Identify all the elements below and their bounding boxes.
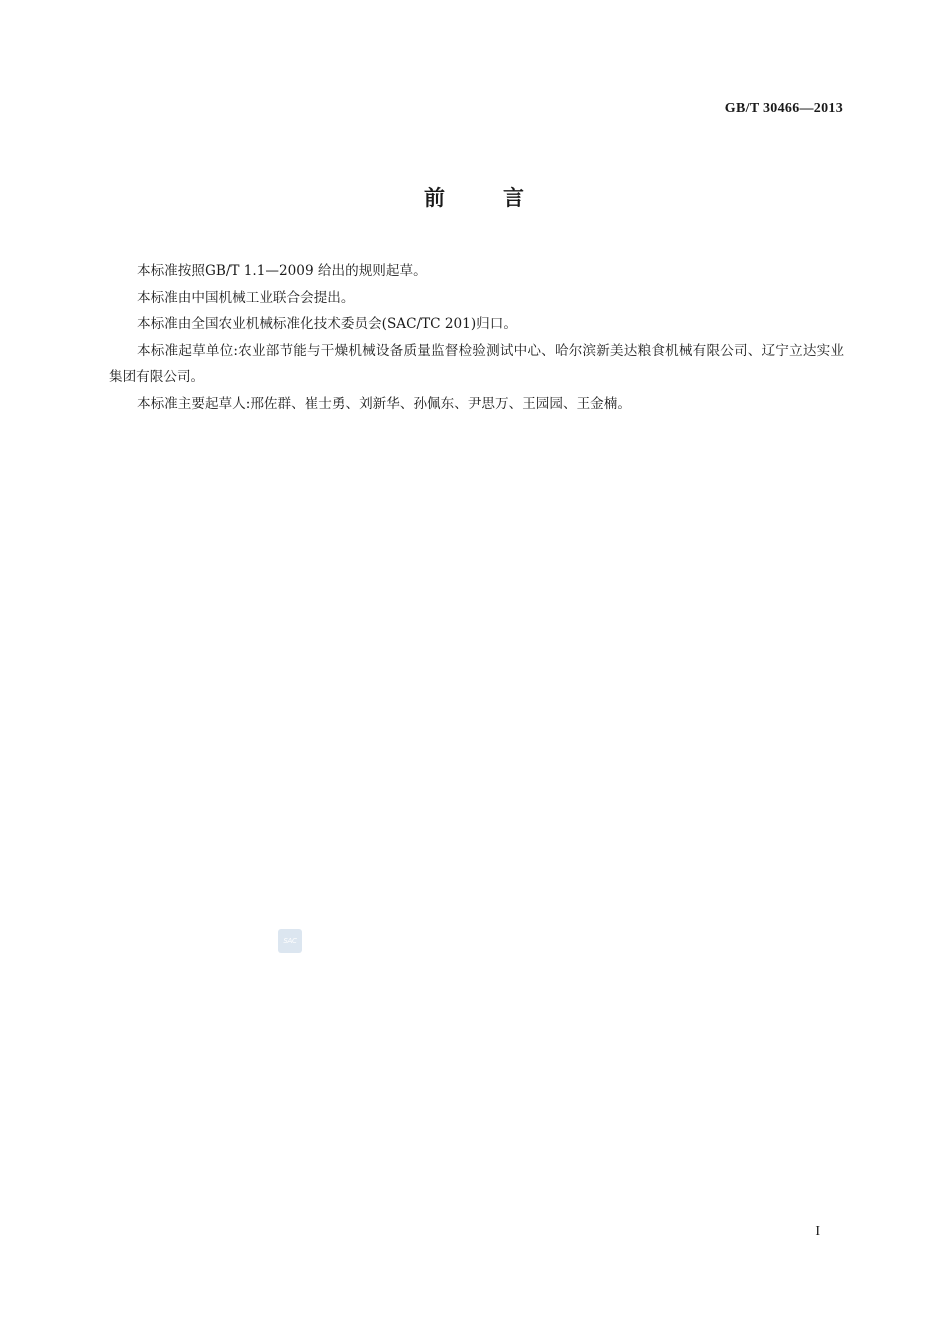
paragraph-drafting-units: 本标准起草单位:农业部节能与干燥机械设备质量监督检验测试中心、哈尔滨新美达粮食机械有限公司、辽宁立达实业集团有限公司。 — [109, 342, 844, 385]
title-char-1: 前 — [424, 186, 447, 210]
standard-code: GB/T 30466—2013 — [724, 101, 843, 116]
section-title — [0, 182, 950, 212]
paragraph-responsible-committee: 本标准由全国农业机械标准化技术委员会(SAC/TC 201)归口。 — [137, 316, 517, 332]
paragraph-proposer: 本标准由中国机械工业联合会提出。 — [137, 289, 355, 306]
foreword-body — [109, 258, 844, 417]
title-char-2: 言 — [503, 186, 526, 210]
sac-watermark-icon: SAC — [278, 929, 302, 953]
paragraph-main-drafters: 本标准主要起草人:邢佐群、崔士勇、刘新华、孙佩东、尹思万、王园园、王金楠。 — [137, 395, 631, 412]
page-number: I — [815, 1224, 820, 1239]
paragraph-drafting-rules: 本标准按照GB/T 1.1—2009 给出的规则起草。 — [137, 263, 427, 279]
